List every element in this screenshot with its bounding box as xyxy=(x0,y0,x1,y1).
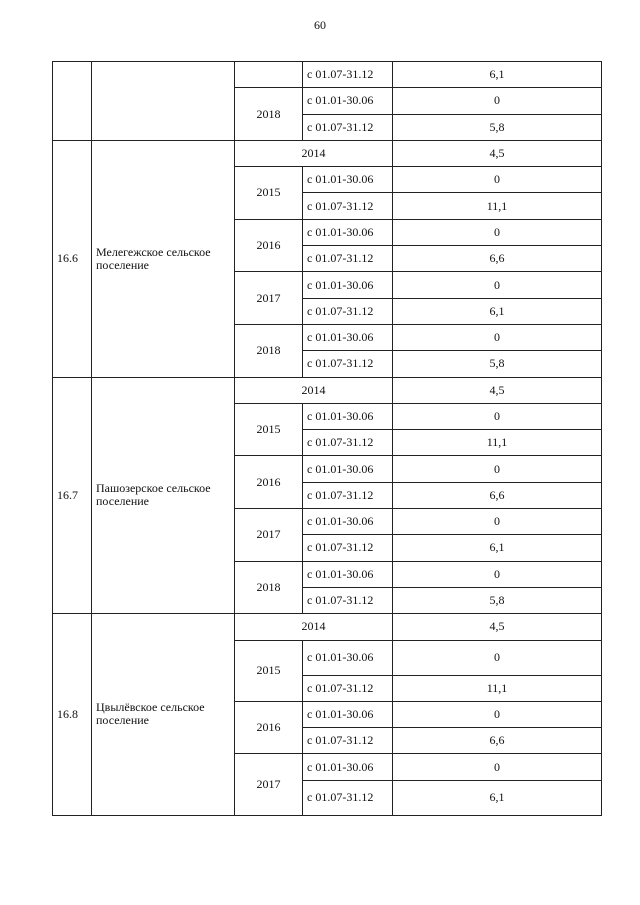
continuation-name-cell xyxy=(92,62,235,141)
value-cell: 0 xyxy=(393,456,602,482)
value-cell: 6,1 xyxy=(393,780,602,815)
period-cell: с 01.07-31.12 xyxy=(303,62,393,88)
period-cell: с 01.07-31.12 xyxy=(303,193,393,219)
table-row xyxy=(53,62,602,88)
period-cell: с 01.01-30.06 xyxy=(303,701,393,727)
period-cell: с 01.01-30.06 xyxy=(303,561,393,587)
table-row xyxy=(53,377,602,403)
period-cell: с 01.07-31.12 xyxy=(303,246,393,272)
continuation-num-cell xyxy=(53,62,92,141)
value-cell: 0 xyxy=(393,561,602,587)
base-year-cell: 2014 xyxy=(235,614,393,640)
value-cell: 11,1 xyxy=(393,430,602,456)
period-cell: с 01.01-30.06 xyxy=(303,640,393,675)
year-cell: 2018 xyxy=(235,561,303,614)
value-cell: 4,5 xyxy=(393,140,602,166)
value-cell: 0 xyxy=(393,88,602,114)
period-cell: с 01.07-31.12 xyxy=(303,587,393,613)
year-cell: 2016 xyxy=(235,219,303,272)
value-cell: 4,5 xyxy=(393,614,602,640)
value-cell: 4,5 xyxy=(393,377,602,403)
value-cell: 0 xyxy=(393,272,602,298)
value-cell: 0 xyxy=(393,640,602,675)
period-cell: с 01.07-31.12 xyxy=(303,351,393,377)
year-cell: 2017 xyxy=(235,754,303,815)
value-cell: 6,6 xyxy=(393,246,602,272)
value-cell: 6,1 xyxy=(393,62,602,88)
period-cell: с 01.01-30.06 xyxy=(303,509,393,535)
table-row xyxy=(53,140,602,166)
year-cell: 2017 xyxy=(235,272,303,325)
settlement-name: Пашозерское сельское поселение xyxy=(92,377,235,614)
period-cell: с 01.01-30.06 xyxy=(303,403,393,429)
base-year-cell: 2014 xyxy=(235,140,393,166)
period-cell: с 01.07-31.12 xyxy=(303,675,393,701)
value-cell: 0 xyxy=(393,403,602,429)
value-cell: 6,6 xyxy=(393,482,602,508)
period-cell: с 01.07-31.12 xyxy=(303,728,393,754)
value-cell: 0 xyxy=(393,754,602,780)
value-cell: 5,8 xyxy=(393,587,602,613)
period-cell: с 01.01-30.06 xyxy=(303,754,393,780)
year-cell: 2018 xyxy=(235,88,303,141)
value-cell: 11,1 xyxy=(393,193,602,219)
period-cell: с 01.07-31.12 xyxy=(303,780,393,815)
period-cell: с 01.01-30.06 xyxy=(303,456,393,482)
value-cell: 0 xyxy=(393,219,602,245)
period-cell: с 01.07-31.12 xyxy=(303,430,393,456)
period-cell: с 01.01-30.06 xyxy=(303,219,393,245)
value-cell: 6,6 xyxy=(393,728,602,754)
year-cell: 2015 xyxy=(235,167,303,220)
year-cell: 2015 xyxy=(235,640,303,701)
tariff-table xyxy=(52,61,602,816)
period-cell: с 01.01-30.06 xyxy=(303,272,393,298)
section-number: 16.7 xyxy=(53,377,92,614)
value-cell: 0 xyxy=(393,509,602,535)
value-cell: 6,1 xyxy=(393,298,602,324)
period-cell: с 01.07-31.12 xyxy=(303,114,393,140)
year-cell: 2017 xyxy=(235,509,303,562)
year-cell: 2015 xyxy=(235,403,303,456)
year-cell: 2018 xyxy=(235,324,303,377)
period-cell: с 01.07-31.12 xyxy=(303,535,393,561)
settlement-name: Цвылёвское сельское поселение xyxy=(92,614,235,815)
section-number: 16.6 xyxy=(53,140,92,377)
value-cell: 0 xyxy=(393,324,602,350)
year-cell: 2016 xyxy=(235,456,303,509)
value-cell: 11,1 xyxy=(393,675,602,701)
period-cell: с 01.07-31.12 xyxy=(303,298,393,324)
year-cell: 2016 xyxy=(235,701,303,754)
settlement-name: Мелегежское сельское поселение xyxy=(92,140,235,377)
value-cell: 5,8 xyxy=(393,114,602,140)
base-year-cell: 2014 xyxy=(235,377,393,403)
period-cell: с 01.01-30.06 xyxy=(303,88,393,114)
value-cell: 0 xyxy=(393,701,602,727)
period-cell: с 01.07-31.12 xyxy=(303,482,393,508)
table-row xyxy=(53,614,602,640)
value-cell: 5,8 xyxy=(393,351,602,377)
section-number: 16.8 xyxy=(53,614,92,815)
continuation-year-cell xyxy=(235,62,303,88)
value-cell: 6,1 xyxy=(393,535,602,561)
period-cell: с 01.01-30.06 xyxy=(303,167,393,193)
period-cell: с 01.01-30.06 xyxy=(303,324,393,350)
value-cell: 0 xyxy=(393,167,602,193)
page-number: 60 xyxy=(314,18,326,32)
